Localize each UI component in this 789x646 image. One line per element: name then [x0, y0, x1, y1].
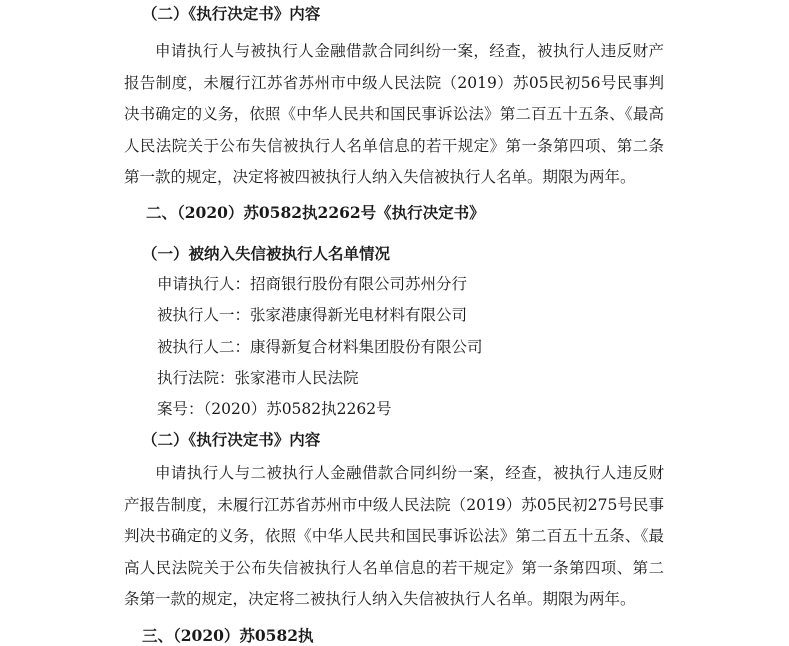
detail-applicant: 申请执行人：招商银行股份有限公司苏州分行	[157, 275, 468, 293]
section1-decision-paragraph: 申请执行人与被执行人金融借款合同纠纷一案，经查，被执行人违反财产报告制度，未履行江苏省苏州市中级人民法院（2019）苏05民初56号民事判决书确定的义务，依照《中华人民共和国民事诉讼法》第二百五十五条、《最高人民法院关于公布失信被执行人名单信息的若干规定》第一条第四项、第二条第一款的规定，决定将被四被执行人纳入失信被执行人名单。期限为两年。	[124, 42, 664, 186]
section2-decision-paragraph: 申请执行人与二被执行人金融借款合同纠纷一案，经查，被执行人违反财产报告制度，未履行江苏省苏州市中级人民法院（2019）苏05民初275号民事判决书确定的义务，依照《中华人民共和国民事诉讼法》第二百五十五条、《最高人民法院关于公布失信被执行人名单信息的若干规定》第一条第四项、第二条第一款的规定，决定将二被执行人纳入失信被执行人名单。期限为两年。	[124, 464, 664, 608]
section2-subheading-decision-content: （二）《执行决定书》内容	[142, 430, 321, 449]
detail-court: 执行法院：张家港市人民法院	[157, 369, 359, 387]
detail-respondent-one: 被执行人一：张家港康得新光电材料有限公司	[157, 306, 468, 324]
detail-respondent-two: 被执行人二：康得新复合材料集团股份有限公司	[157, 338, 483, 356]
section2-heading: 二、（2020）苏0582执2262号《执行决定书》	[146, 203, 485, 222]
detail-case-number: 案号：（2020）苏0582执2262号	[157, 400, 392, 418]
section3-heading-cut-off: 三、（2020）苏0582执	[142, 626, 314, 645]
section1-subheading-decision-content: （二）《执行决定书》内容	[142, 4, 321, 23]
section2-subheading-list-info: （一）被纳入失信被执行人名单情况	[142, 244, 391, 263]
